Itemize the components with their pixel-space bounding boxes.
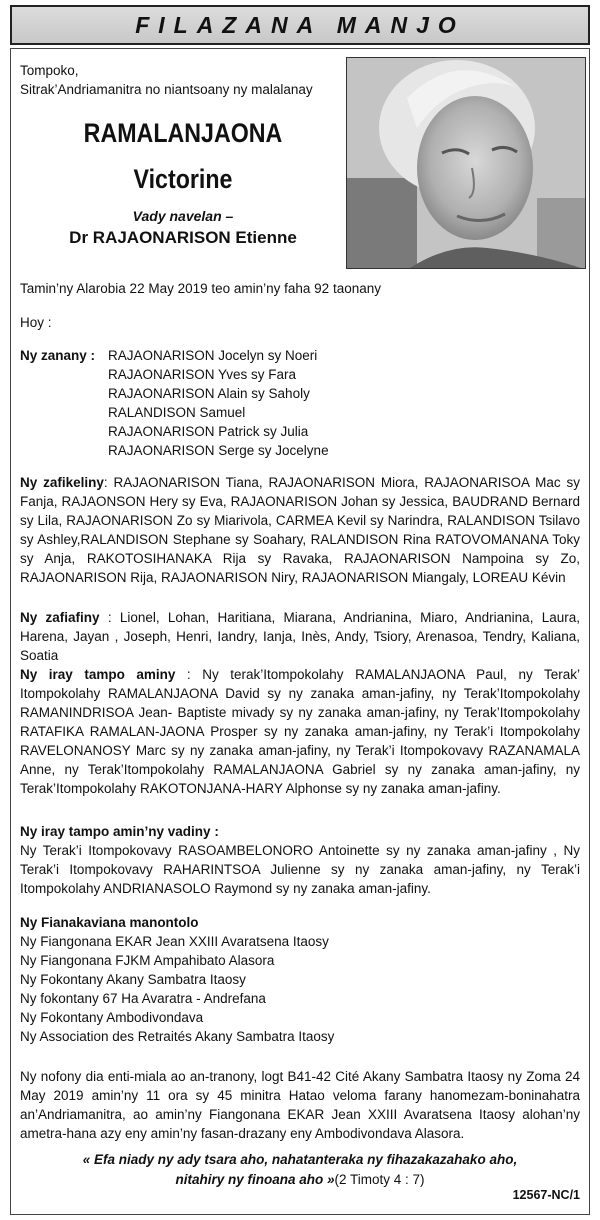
great-grandchildren-label: Ny zafiafiny [20,610,100,625]
quote-reference: (2 Timoty 4 : 7) [334,1172,425,1187]
children-label: Ny zanany : [20,348,96,363]
list-item: Ny Fiangonana EKAR Jean XXIII Avaratsena Itaosy [20,934,329,949]
ad-reference: 12567-NC/1 [512,1188,580,1202]
quote-line-2 [20,1170,580,1190]
banner [10,5,590,45]
grandchildren-label: Ny zafikeliny [20,475,104,490]
banner-title: FILAZANA MANJO [135,11,465,38]
hoy-label: Hoy : [20,315,52,330]
siblings-label: Ny iray tampo aminy [20,667,176,682]
grandchildren-text: : RAJAONARISON Tiana, RAJAONARISON Miora, RAJAONARISOA Mac sy Fanja, RAJAONSON Hery sy Eva, RAJAONARISON Johan sy Jessica, BAUDRAND Bernard sy Lila, RAJAONARISON Zo sy Miarivola, CARMEA Kevil sy Narindra, RALANDISON Tsilavo sy Ashley,RALANDISON Stephane sy Soahary, RALANDISON Rina RATOVOMANANA Toky sy Anja, RAKOTOSIHANAKA Rija sy Ravaka, RAJAONARISON Nampoina sy Zo, RAJAONARISON Rija, RAJAONARISON Niry, RAJAONARISON Miangaly, LOREAU Kévin [20,475,580,585]
list-item: Ny fokontany 67 Ha Avaratra - Andrefana [20,991,266,1006]
siblings-text: : Ny terak’Itompokolahy RAMALANJAONA Paul, ny Terak’ Itompokolahy RAMALANJAONA David sy ny zanaka aman-jafiny, ny Terak’Itompokolahy RAMANINDRISOA Jean- Baptiste mivady sy ny zanaka aman-jafiny, ny Terak’Itompokolahy RATAFIKA RAMALAN-JAONA Prosper sy ny zanaka aman-jafiny, ny Terak’i Itompokolahy RAVELONANOSY Marc sy ny zanaka aman-jafiny, ny Terak’i Itompokovavy RAZANAMALA Anne, ny Terak’Itompokolahy RAMALANJAONA Gabriel sy ny zanaka aman-jafiny, ny Terak’Itompokolahy RAKOTONJANA-HARY Alphonse sy ny zanaka aman-jafiny. [20,667,580,796]
deceased-given-name: Victorine [133,164,233,194]
grandchildren-paragraph [20,473,580,587]
quote-text-2: nitahiry ny finoana aho » [175,1172,335,1187]
list-item: RAJAONARISON Patrick sy Julia [108,424,309,439]
list-item: Ny Association des Retraités Akany Sambatra Itaosy [20,1029,335,1044]
list-item: Ny Fokontany Akany Sambatra Itaosy [20,972,246,987]
death-notice: Tamin’ny Alarobia 22 May 2019 teo amin’ny faha 92 taonany [20,281,381,296]
list-item: Ny Fiangonana FJKM Ampahibato Alasora [20,953,275,968]
greeting: Tompoko, [20,63,79,78]
list-item: RAJAONARISON Serge sy Jocelyne [108,443,329,458]
spouse-name: Dr RAJAONARISON Etienne [69,228,297,247]
quote-line-1: « Efa niady ny ady tsara aho, nahatanteraka ny fihazakazahako aho, [82,1152,518,1167]
funeral-details: Ny nofony dia enti-miala ao an-tranony, logt B41-42 Cité Akany Sambatra Itaosy ny Zoma 24 May 2019 amin’ny 11 ora sy 45 minitra Hatao veloma farany hanomezam-boninahatra an’Andriamanitra, ao amin’ny Fiangonana EKAR Jean XXIII Avaratsena Itaosy alohan’ny ametra-hana azy eny amin’ny fasan-drazany eny Ambodivondava Alasora. [20,1069,580,1141]
spouse-label: Vady navelan – [132,208,234,224]
announcement-line: Sitrak’Andriamanitra no niantsoany ny malalanay [20,82,313,97]
spouse-siblings-text: Ny Terak’i Itompokovavy RASOAMBELONORO Antoinette sy ny zanaka aman-jafiny , Ny Terak’i Itompokovavy RAHARINTSOA Julienne sy ny zanaka aman-jafiny, ny Terak’i Itompokolahy ANDRIANASOLO Raymond sy ny zanaka aman-jafiny. [20,843,580,896]
children-list [108,346,329,460]
great-grandchildren-paragraph [20,608,580,665]
list-item: RAJAONARISON Jocelyn sy Noeri [108,348,318,363]
bible-quote [20,1150,580,1190]
list-item: RALANDISON Samuel [108,405,246,420]
family-label: Ny Fianakaviana manontolo [20,915,199,930]
portrait-photo [346,57,586,269]
organizations-list [20,932,334,1046]
list-item: RAJAONARISON Yves sy Fara [108,367,297,382]
spouse-siblings-label: Ny iray tampo amin’ny vadiny : [20,824,219,839]
portrait-image [347,58,586,269]
great-grandchildren-text: : Lionel, Lohan, Haritiana, Miarana, Andrianina, Miaro, Andrianina, Laura, Harena, Jayan , Joseph, Henri, Iandry, Ianja, Inès, Andy, Tsiory, Arenasoa, Tendry, Kaliana, Soatia [20,610,580,663]
siblings-paragraph [20,665,580,798]
list-item: Ny Fokontany Ambodivondava [20,1010,204,1025]
deceased-surname: RAMALANJAONA [83,118,283,148]
list-item: RAJAONARISON Alain sy Saholy [108,386,310,401]
